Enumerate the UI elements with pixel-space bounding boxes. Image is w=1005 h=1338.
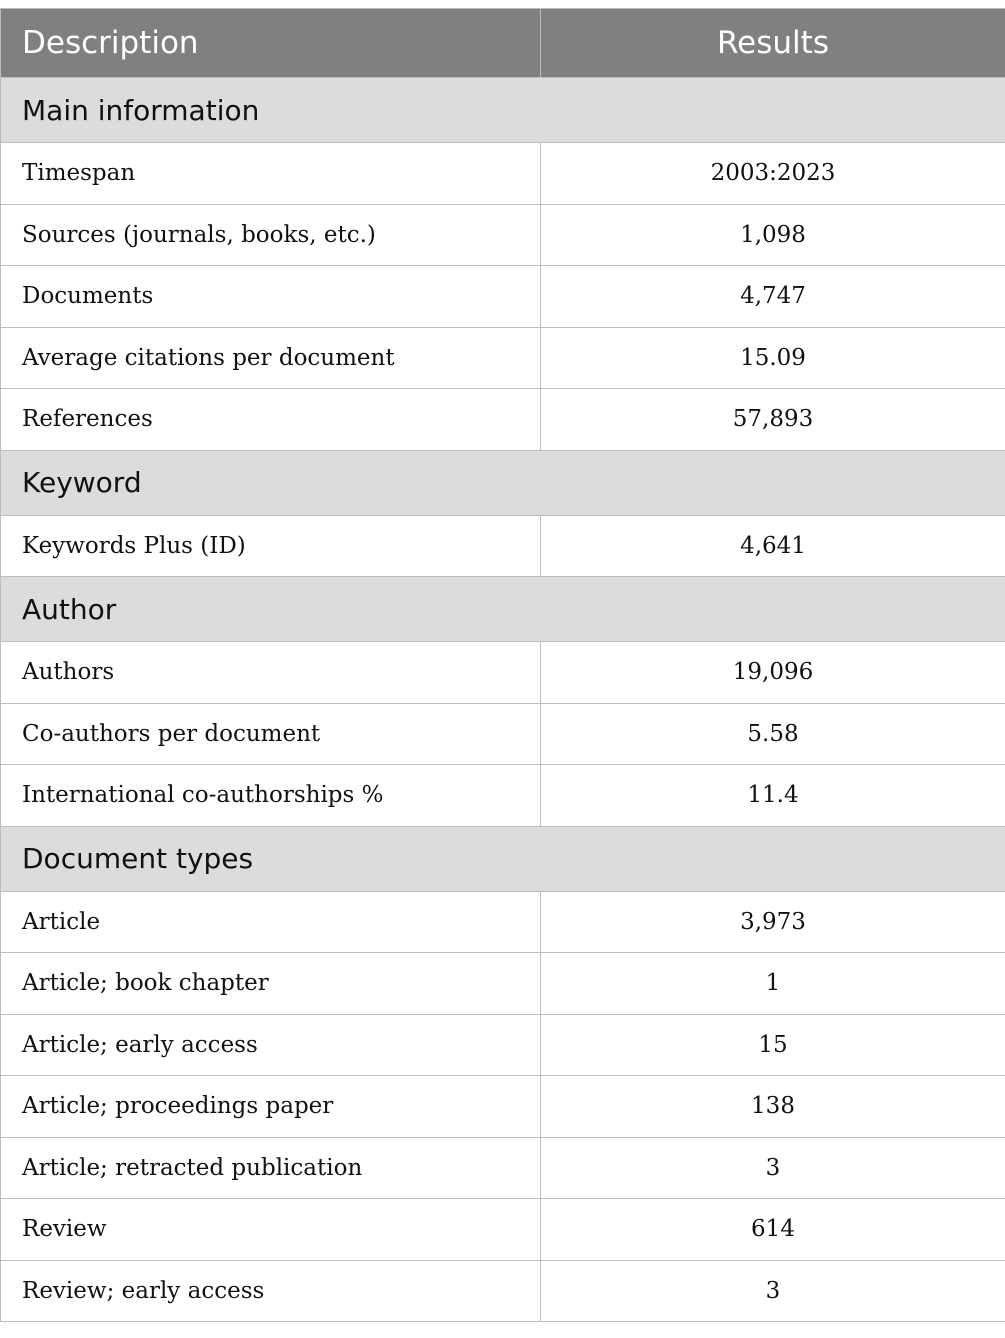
column-header-results: Results <box>541 9 1005 78</box>
table-row <box>1 953 1005 1015</box>
table-row <box>1 389 1005 451</box>
section-title: Document types <box>1 826 1005 891</box>
row-label: Article <box>1 891 541 953</box>
row-value: 3 <box>541 1260 1005 1322</box>
row-value: 1,098 <box>541 204 1005 266</box>
row-value: 1 <box>541 953 1005 1015</box>
table-row <box>1 327 1005 389</box>
row-value: 19,096 <box>541 642 1005 704</box>
row-value: 3,973 <box>541 891 1005 953</box>
row-label: Co-authors per document <box>1 703 541 765</box>
row-label: Authors <box>1 642 541 704</box>
table-row <box>1 143 1005 205</box>
section-title: Keyword <box>1 450 1005 515</box>
row-label: Article; book chapter <box>1 953 541 1015</box>
row-value: 2003:2023 <box>541 143 1005 205</box>
section-row-document-types <box>1 826 1005 891</box>
table-row <box>1 266 1005 328</box>
table-row <box>1 1014 1005 1076</box>
table-row <box>1 891 1005 953</box>
section-title: Author <box>1 577 1005 642</box>
row-label: Article; proceedings paper <box>1 1076 541 1138</box>
row-label: Article; early access <box>1 1014 541 1076</box>
section-row-main-information <box>1 78 1005 143</box>
table-row <box>1 1260 1005 1322</box>
table-row <box>1 204 1005 266</box>
row-value: 57,893 <box>541 389 1005 451</box>
table-row <box>1 642 1005 704</box>
row-label: Sources (journals, books, etc.) <box>1 204 541 266</box>
row-value: 3 <box>541 1137 1005 1199</box>
table-row <box>1 515 1005 577</box>
row-label: Review; early access <box>1 1260 541 1322</box>
row-value: 11.4 <box>541 765 1005 827</box>
row-value: 4,747 <box>541 266 1005 328</box>
results-table <box>0 8 1005 1322</box>
table-header-row <box>1 9 1005 78</box>
row-label: International co-authorships % <box>1 765 541 827</box>
section-title: Main information <box>1 78 1005 143</box>
row-label: Timespan <box>1 143 541 205</box>
table-row <box>1 765 1005 827</box>
row-value: 15 <box>541 1014 1005 1076</box>
row-value: 4,641 <box>541 515 1005 577</box>
section-row-keyword <box>1 450 1005 515</box>
row-label: Article; retracted publication <box>1 1137 541 1199</box>
table-row <box>1 1199 1005 1261</box>
column-header-description: Description <box>1 9 541 78</box>
table-row <box>1 1076 1005 1138</box>
row-label: References <box>1 389 541 451</box>
row-value: 15.09 <box>541 327 1005 389</box>
row-label: Keywords Plus (ID) <box>1 515 541 577</box>
table-row <box>1 1137 1005 1199</box>
row-label: Documents <box>1 266 541 328</box>
row-label: Average citations per document <box>1 327 541 389</box>
row-value: 5.58 <box>541 703 1005 765</box>
row-value: 614 <box>541 1199 1005 1261</box>
table-row <box>1 703 1005 765</box>
row-label: Review <box>1 1199 541 1261</box>
section-row-author <box>1 577 1005 642</box>
row-value: 138 <box>541 1076 1005 1138</box>
